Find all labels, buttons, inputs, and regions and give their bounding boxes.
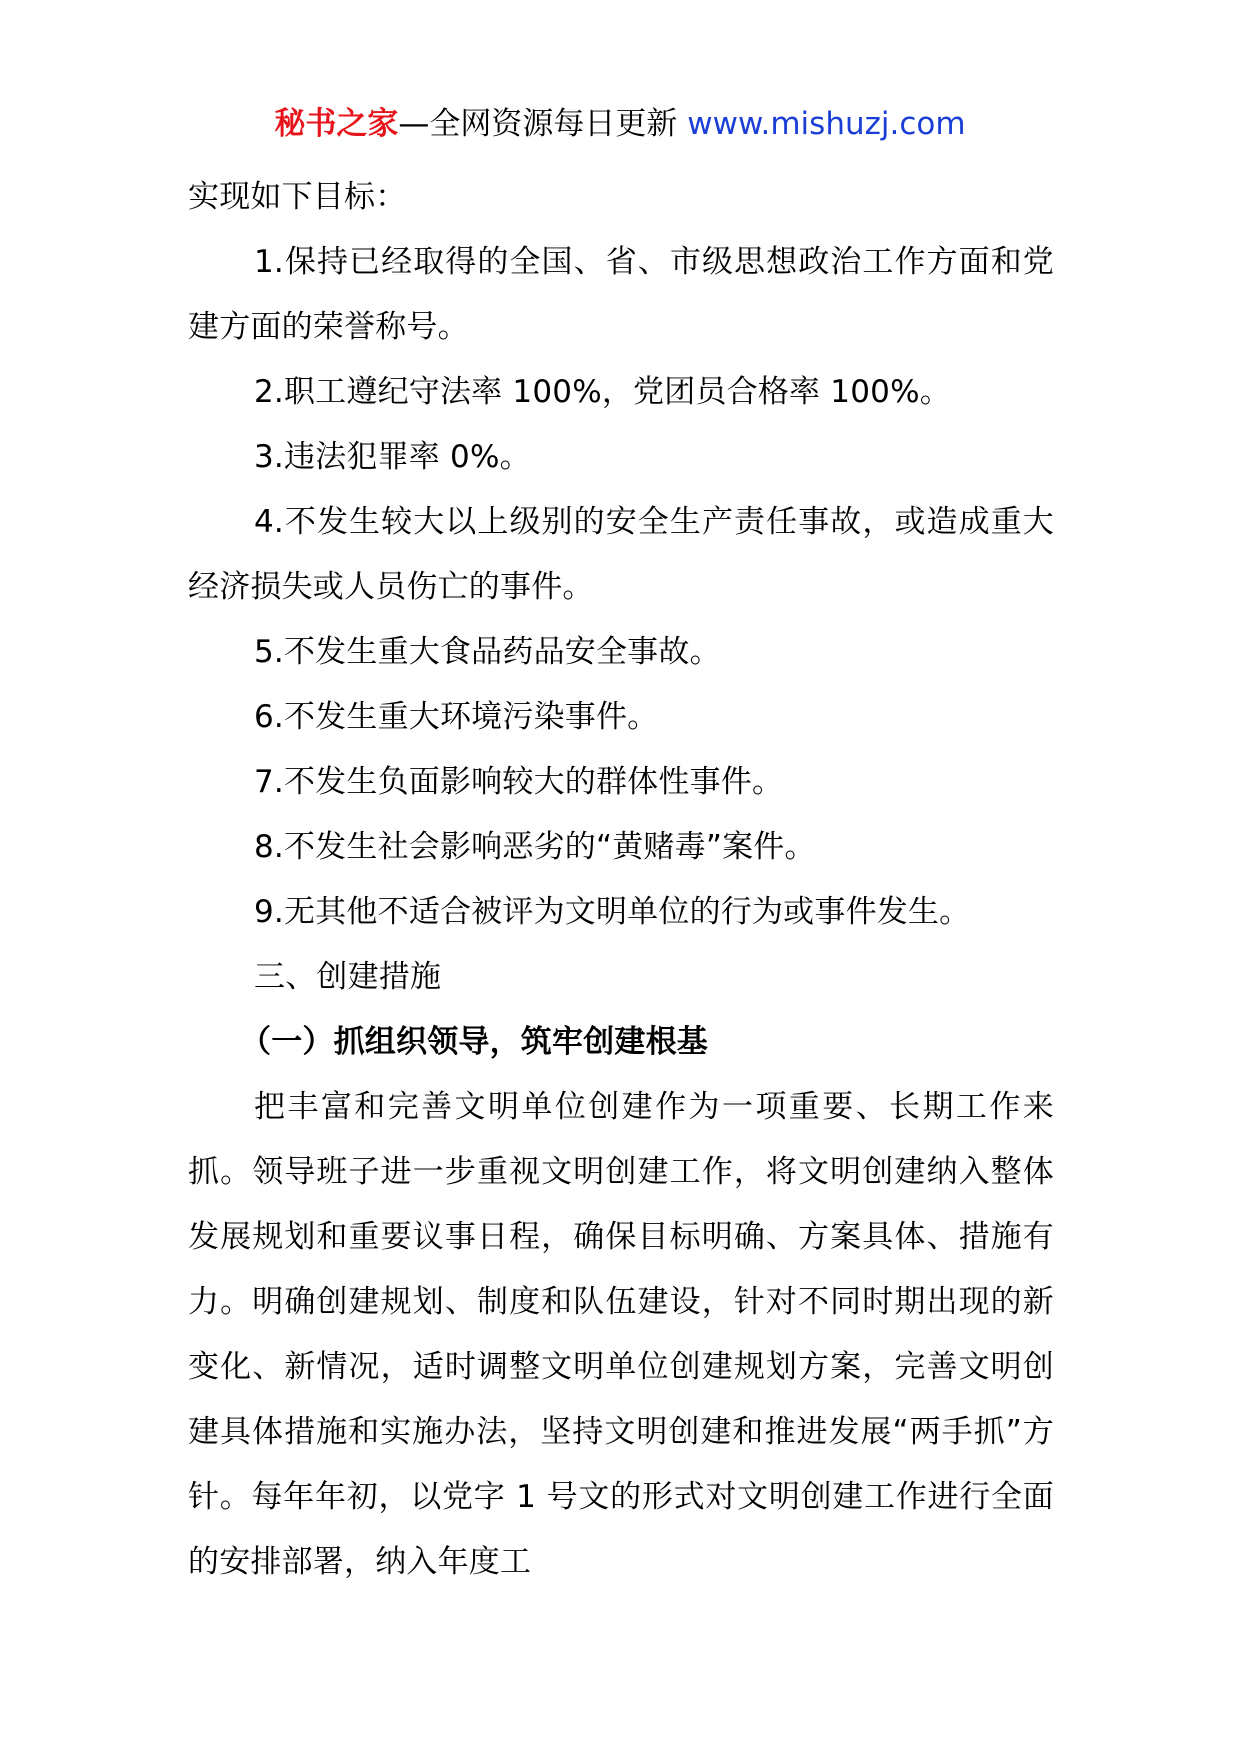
intro-paragraph: 实现如下目标： [188,179,407,215]
goal-item-6: 6.不发生重大环境污染事件。 [254,699,659,735]
section-heading-measures: 三、创建措施 [254,959,442,995]
goal-item-1: 1.保持已经取得的全国、省、市级思想政治工作方面和党建方面的荣誉称号。 [188,244,1054,345]
goal-item-7: 7.不发生负面影响较大的群体性事件。 [254,764,784,800]
goal-item-9: 9.无其他不适合被评为文明单位的行为或事件发生。 [254,894,971,930]
site-brand: 秘书之家 [274,106,399,142]
goal-item-2: 2.职工遵纪守法率 100%，党团员合格率 100%。 [254,374,951,410]
document-body [188,165,1054,1595]
site-tagline: —全网资源每日更新 [398,106,678,142]
goal-item-3: 3.违法犯罪率 0%。 [254,439,531,475]
subsection-heading-1: （一）抓组织领导，筑牢创建根基 [240,1024,708,1060]
site-header [0,102,1240,146]
body-paragraph-1: 把丰富和完善文明单位创建作为一项重要、长期工作来抓。领导班子进一步重视文明创建工作，将文明创建纳入整体发展规划和重要议事日程，确保目标明确、方案具体、措施有力。明确创建规划、制度和队伍建设，针对不同时期出现的新变化、新情况，适时调整文明单位创建规划方案，完善文明创建具体措施和实施办法，坚持文明创建和推进发展“两手抓”方针。每年年初，以党字 1 号文的形式对文明创建工作进行全面的安排部署，纳入年度工 [188,1089,1054,1580]
goal-item-4: 4.不发生较大以上级别的安全生产责任事故，或造成重大经济损失或人员伤亡的事件。 [188,504,1054,605]
goal-item-5: 5.不发生重大食品药品安全事故。 [254,634,721,670]
site-url-link[interactable]: www.mishuzj.com [687,106,966,142]
goal-item-8: 8.不发生社会影响恶劣的“黄赌毒”案件。 [254,829,816,865]
